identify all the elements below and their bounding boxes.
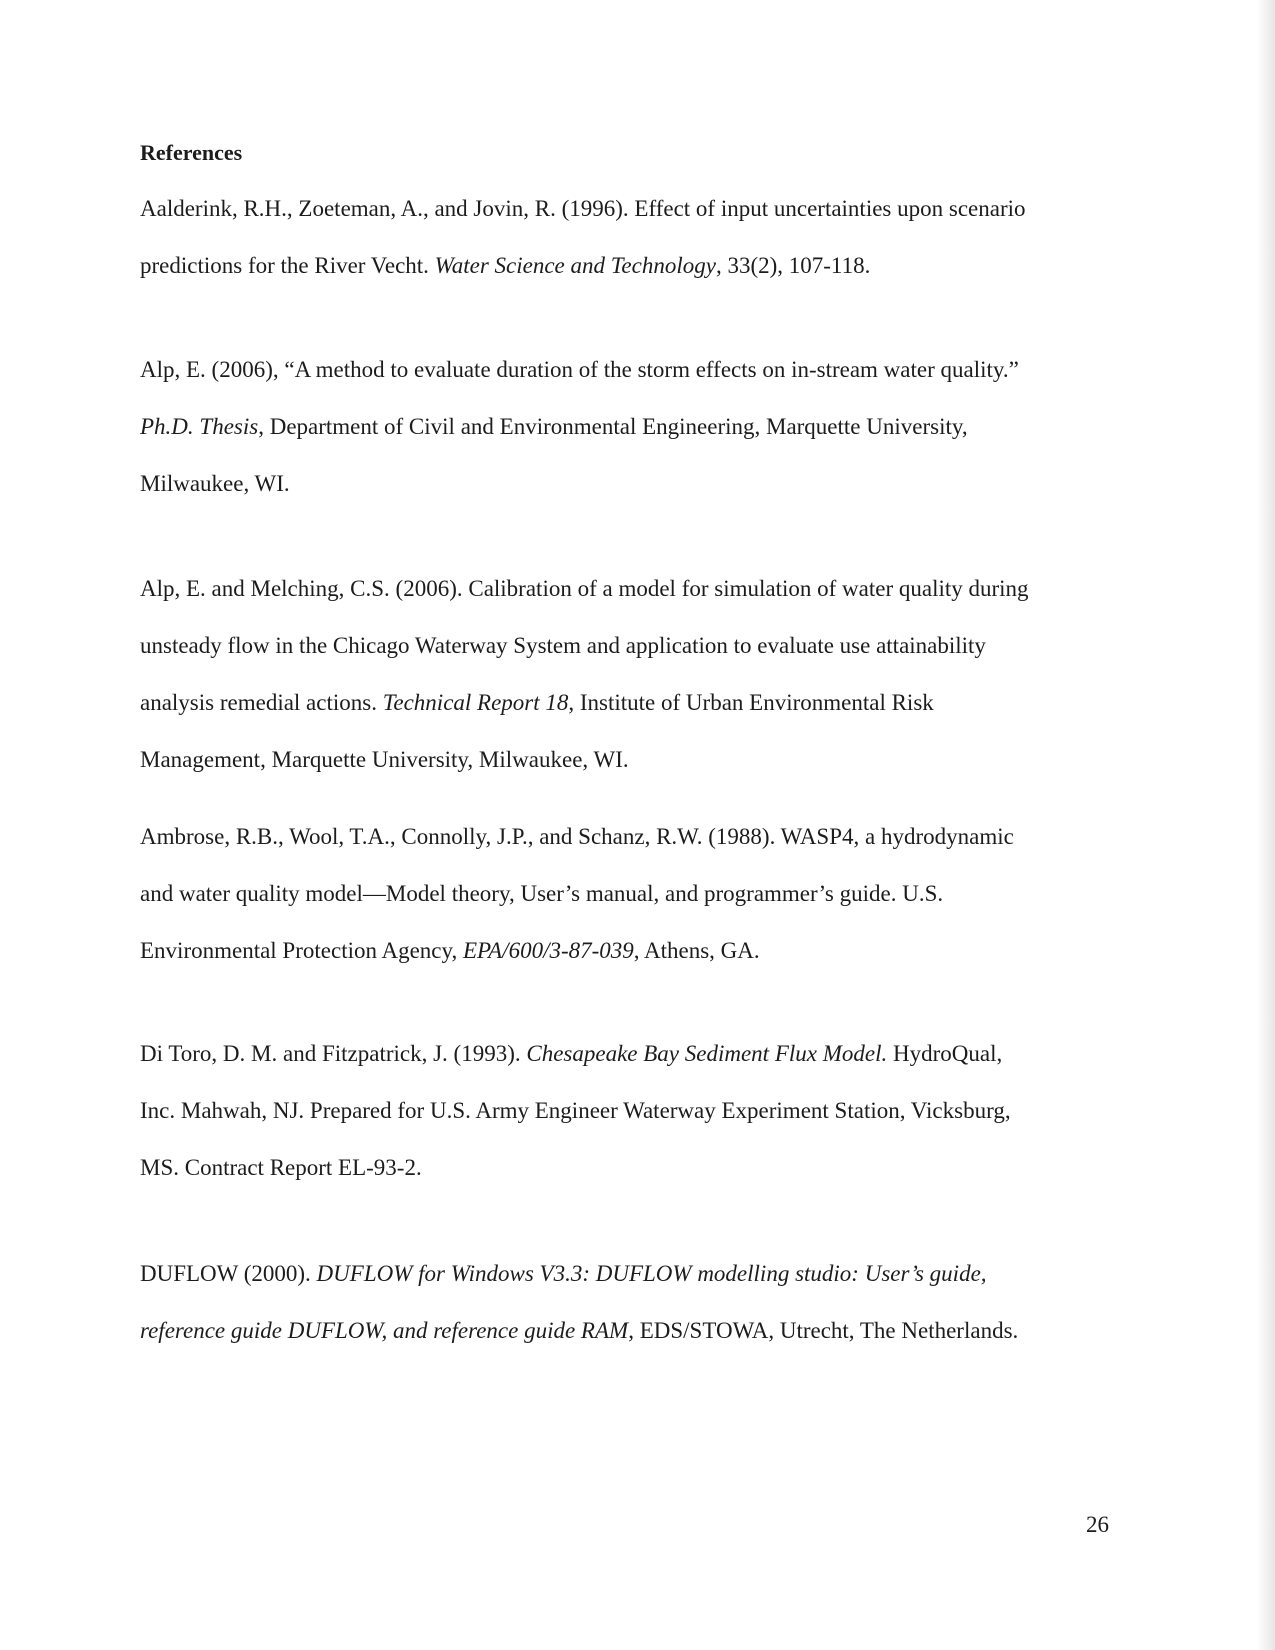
reference-entry bbox=[140, 1245, 1120, 1359]
reference-italic-text: Technical Report 18 bbox=[382, 690, 569, 715]
reference-line bbox=[140, 674, 1120, 731]
reference-text: , Institute of Urban Environmental Risk bbox=[568, 690, 934, 715]
reference-italic-text: DUFLOW for Windows V3.3: DUFLOW modelling studio: User’s guide, bbox=[316, 1261, 987, 1286]
reference-text: , Athens, GA. bbox=[633, 938, 760, 963]
reference-text: , Department of Civil and Environmental Engineering, Marquette University, bbox=[258, 414, 968, 439]
reference-entry bbox=[140, 560, 1120, 788]
reference-text: Management, Marquette University, Milwaukee, WI. bbox=[140, 747, 629, 772]
reference-text: MS. Contract Report EL-93-2. bbox=[140, 1155, 422, 1180]
reference-text: DUFLOW (2000). bbox=[140, 1261, 317, 1286]
reference-line bbox=[140, 560, 1120, 617]
reference-text: , 33(2), 107-118. bbox=[715, 253, 871, 278]
references-heading: References bbox=[140, 140, 243, 165]
reference-line bbox=[140, 922, 1120, 979]
reference-line bbox=[140, 1082, 1120, 1139]
reference-italic-text: Ph.D. Thesis bbox=[140, 414, 259, 439]
reference-italic-text: reference guide DUFLOW, and reference guide RAM bbox=[140, 1318, 629, 1343]
reference-line bbox=[140, 1139, 1120, 1196]
reference-line bbox=[140, 398, 1120, 455]
reference-entry bbox=[140, 1025, 1120, 1196]
page-edge-shadow bbox=[1257, 0, 1275, 1650]
reference-italic-text: Water Science and Technology bbox=[434, 253, 716, 278]
reference-italic-text: Chesapeake Bay Sediment Flux Model. bbox=[526, 1041, 888, 1066]
reference-text: Inc. Mahwah, NJ. Prepared for U.S. Army Engineer Waterway Experiment Station, Vicksburg, bbox=[140, 1098, 1011, 1123]
reference-entry bbox=[140, 180, 1120, 294]
reference-line bbox=[140, 808, 1120, 865]
reference-line bbox=[140, 1245, 1120, 1302]
reference-text: Environmental Protection Agency, bbox=[140, 938, 463, 963]
reference-text: and water quality model—Model theory, User’s manual, and programmer’s guide. U.S. bbox=[140, 881, 944, 906]
page-number: 26 bbox=[1086, 1512, 1109, 1537]
reference-text: Ambrose, R.B., Wool, T.A., Connolly, J.P., and Schanz, R.W. (1988). WASP4, a hydrodynamic bbox=[140, 824, 1014, 849]
reference-text: Milwaukee, WI. bbox=[140, 471, 290, 496]
reference-text: unsteady flow in the Chicago Waterway System and application to evaluate use attainability bbox=[140, 633, 986, 658]
reference-line bbox=[140, 455, 1120, 512]
reference-line bbox=[140, 865, 1120, 922]
reference-text: Alp, E. (2006), “A method to evaluate duration of the storm effects on in-stream water quality.” bbox=[140, 357, 1019, 382]
reference-text: Alp, E. and Melching, C.S. (2006). Calibration of a model for simulation of water quality during bbox=[140, 576, 1029, 601]
reference-text: HydroQual, bbox=[887, 1041, 1003, 1066]
reference-italic-text: EPA/600/3-87-039 bbox=[463, 938, 634, 963]
reference-text: predictions for the River Vecht. bbox=[140, 253, 435, 278]
reference-text: analysis remedial actions. bbox=[140, 690, 383, 715]
reference-entry bbox=[140, 341, 1120, 512]
reference-line bbox=[140, 180, 1120, 237]
reference-text: Di Toro, D. M. and Fitzpatrick, J. (1993). bbox=[140, 1041, 527, 1066]
reference-line bbox=[140, 341, 1120, 398]
reference-line bbox=[140, 1025, 1120, 1082]
reference-entry bbox=[140, 808, 1120, 979]
reference-line bbox=[140, 731, 1120, 788]
reference-text: , EDS/STOWA, Utrecht, The Netherlands. bbox=[628, 1318, 1019, 1343]
reference-line bbox=[140, 617, 1120, 674]
reference-line bbox=[140, 237, 1120, 294]
reference-line bbox=[140, 1302, 1120, 1359]
reference-text: Aalderink, R.H., Zoeteman, A., and Jovin, R. (1996). Effect of input uncertainties upon scenario bbox=[140, 196, 1026, 221]
